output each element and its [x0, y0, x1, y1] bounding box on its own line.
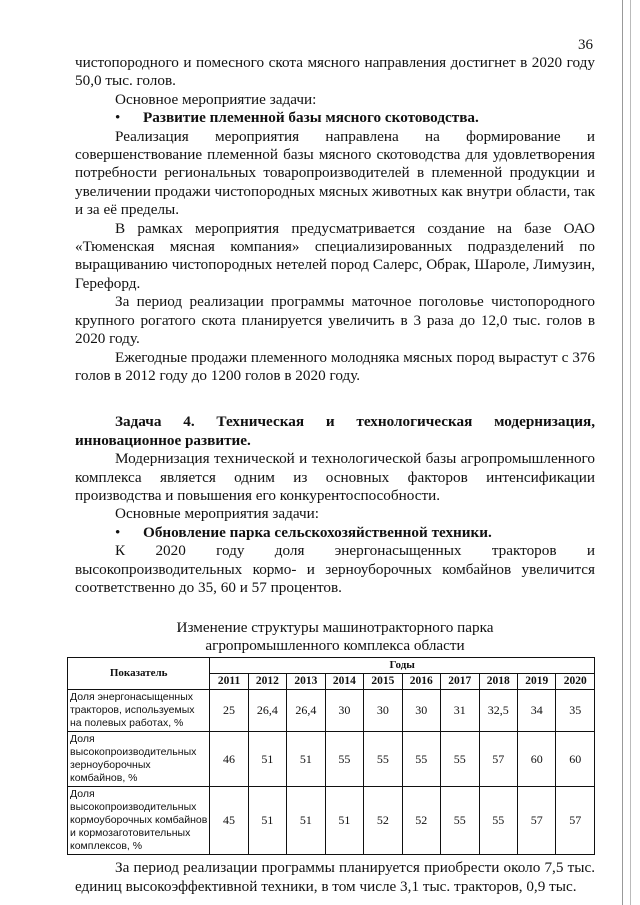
- document-body: [70, 54, 596, 896]
- table-cell: 55: [441, 787, 479, 855]
- paragraph: Ежегодные продажи племенного молодняка мясных пород вырастут с 376 голов в 2012 году до 1200 голов в 2020 году.: [75, 348, 595, 384]
- table-cell: 25: [210, 690, 248, 732]
- page-number: 36: [578, 37, 593, 53]
- table-cell: 52: [402, 787, 440, 855]
- scan-edge-line: [630, 0, 631, 905]
- table-cell: 55: [441, 732, 479, 787]
- paragraph: За период реализации программы планируется приобрести около 7,5 тыс. единиц высокоэффективной техники, в том числе 3,1 тыс. тракторов, 0,9 тыс.: [75, 859, 595, 895]
- year-header: 2018: [479, 674, 517, 690]
- table-cell: 32,5: [479, 690, 517, 732]
- bullet-icon: •: [115, 109, 121, 127]
- table-cell: 52: [364, 787, 402, 855]
- header-years: Годы: [210, 658, 595, 674]
- table-cell: 55: [325, 732, 363, 787]
- paragraph: чистопородного и помесного скота мясного направления достигнет в 2020 году 50,0 тыс. голов.: [75, 54, 595, 90]
- table-cell: 51: [248, 787, 286, 855]
- row-label: Доля высокопроизводительных зерноуборочных комбайнов, %: [68, 732, 210, 787]
- table-caption-line: Изменение структуры машинотракторного парка: [176, 619, 494, 637]
- paragraph: Основное мероприятие задачи:: [115, 90, 317, 108]
- year-header: 2014: [325, 674, 363, 690]
- paragraph: Реализация мероприятия направлена на формирование и совершенствование племенной базы мясного скотоводства для удовлетворения потребности региональных товаропроизводителей в племенной продукции и увеличении продажи чистопородных мясных животных как внутри области, так и за её пределы.: [75, 127, 596, 219]
- year-header: 2012: [248, 674, 286, 690]
- year-header: 2015: [364, 674, 402, 690]
- paragraph: Модернизация технической и технологической базы агропромышленного комплекса является одним из основных факторов интенсификации производства и повышения его конкурентоспособности.: [75, 450, 595, 504]
- table-cell: 31: [441, 690, 479, 732]
- year-header: 2016: [402, 674, 440, 690]
- machinery-table: [67, 657, 595, 855]
- table-cell: 46: [210, 732, 248, 787]
- table-cell: 34: [517, 690, 555, 732]
- scan-edge-line: [622, 0, 623, 905]
- table-cell: 26,4: [248, 690, 286, 732]
- bullet-icon: •: [115, 523, 121, 541]
- bullet-item: [115, 524, 595, 542]
- table-cell: 60: [517, 732, 555, 787]
- table-cell: 35: [556, 690, 595, 732]
- table-cell: 55: [479, 787, 517, 855]
- table-cell: 60: [556, 732, 595, 787]
- table-cell: 30: [325, 690, 363, 732]
- row-label: Доля энергонасыщенных тракторов, используемых на полевых работах, %: [68, 690, 210, 732]
- row-label: Доля высокопроизводительных кормоуборочных комбайнов и кормозаготовительных комплексов, %: [68, 787, 210, 855]
- bullet-item: [115, 109, 595, 127]
- year-header: 2013: [287, 674, 325, 690]
- table-cell: 30: [402, 690, 440, 732]
- year-header: 2011: [210, 674, 248, 690]
- table-cell: 57: [517, 787, 555, 855]
- bullet-text: Развитие племенной базы мясного скотоводства.: [143, 109, 479, 127]
- paragraph: За период реализации программы маточное поголовье чистопородного крупного рогатого скота планируется увеличить в 3 раза до 12,0 тыс. голов в 2020 году.: [75, 293, 595, 348]
- task-heading: Задача 4. Техническая и технологическая модернизация, инновационное развитие.: [75, 413, 595, 449]
- table-cell: 51: [287, 732, 325, 787]
- table-caption: [75, 619, 595, 655]
- table-cell: 57: [556, 787, 595, 855]
- table-row: [68, 690, 595, 732]
- table-row: [68, 732, 595, 787]
- bullet-text: Обновление парка сельскохозяйственной техники.: [143, 523, 492, 541]
- year-header: 2017: [441, 674, 479, 690]
- paragraph: В рамках мероприятия предусматривается создание на базе ОАО «Тюменская мясная компания» специализированных подразделений по выращиванию чистопородных нетелей пород Салерс, Обрак, Шароле, Лимузин, Герефорд.: [75, 219, 595, 292]
- paragraph: Основные мероприятия задачи:: [115, 505, 319, 523]
- table-cell: 45: [210, 787, 248, 855]
- table-cell: 55: [364, 732, 402, 787]
- table-cell: 26,4: [287, 690, 325, 732]
- paragraph: К 2020 году доля энергонасыщенных тракторов и высокопроизводительных кормо- и зерноуборочных комбайнов увеличится соответственно до 35, 60 и 57 процентов.: [75, 542, 595, 596]
- year-header: 2020: [556, 674, 595, 690]
- table-cell: 51: [248, 732, 286, 787]
- table-cell: 55: [402, 732, 440, 787]
- table-cell: 51: [287, 787, 325, 855]
- year-header: 2019: [517, 674, 555, 690]
- table-cell: 30: [364, 690, 402, 732]
- table-cell: 57: [479, 732, 517, 787]
- table-cell: 51: [325, 787, 363, 855]
- header-indicator: Показатель: [68, 658, 210, 690]
- table-body: [68, 690, 595, 855]
- table-row: [68, 787, 595, 855]
- table-caption-line: агропромышленного комплекса области: [205, 637, 465, 655]
